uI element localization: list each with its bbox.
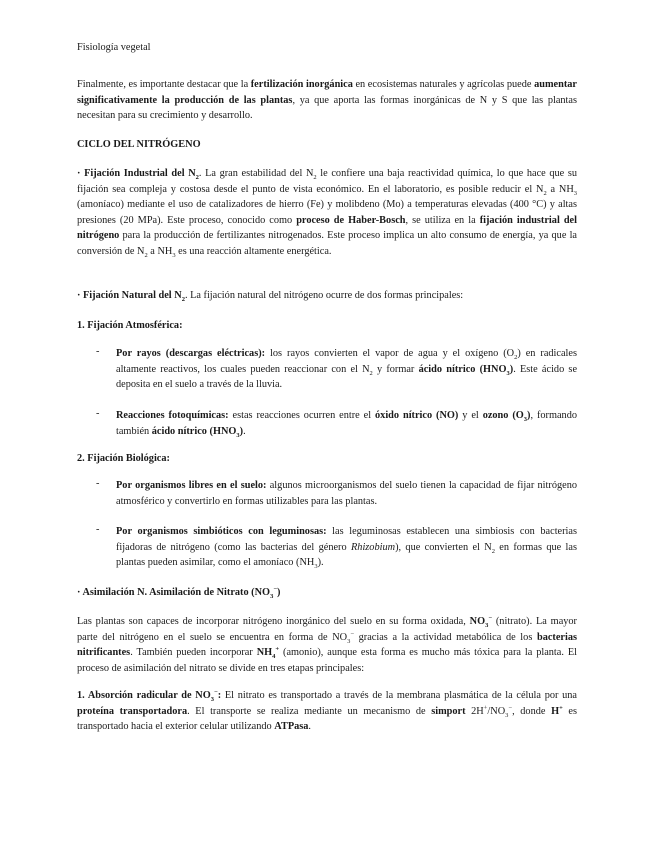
intro-paragraph: Finalmente, es importante destacar que la fertilización inorgánica en ecosistemas naturales y agrícolas puede aumentar significativamente la producción de las plantas, ya que aporta las formas inorgánicas de N y S que las plantas necesitan para su crecimiento y desarrollo. (77, 79, 577, 121)
biological-fixation-title: 2. Fijación Biológica: (77, 453, 170, 464)
dash-bullet: - (96, 346, 100, 357)
nitrate-assimilation-title: · Asimilación N. Asimilación de Nitrato $(NO_3^-)$ (77, 585, 281, 601)
nitrate-assimilation-paragraph: Las plantas son capaces de incorporar nitrógeno inorgánico del suelo en su forma oxidada, $NO_3^-$ (nitrato). La mayor parte del nitrógeno en el suelo se encuentra en forma de $NO_3^-$ gracias a la actividad metabólica de los bacterias nitrificantes. También pueden incorporar $NH_4^+$ (amonio), aunque esta forma es mucho más tóxica para la planta. El proceso de asimilación del nitrato se divide en tres etapas principales: (77, 614, 578, 674)
dash-bullet: - (96, 408, 100, 419)
symbiotic-organisms-item: Por organismos simbióticos con leguminosas: las leguminosas establecen una simbiosis con bacterias fijadoras de nitrógeno (como las bacterias del género Rhizobium), que convierten el $N_2$ en formas que las plantas pueden asimilar, como el amoníaco $(NH_3)$. (116, 526, 577, 571)
natural-fixation-paragraph: · Fijación Natural del $N_2$. La fijación natural del nitrógeno ocurre de dos formas principales: (77, 290, 464, 304)
atmospheric-fixation-title: 1. Fijación Atmosférica: (77, 320, 183, 331)
dash-bullet: - (96, 478, 100, 489)
page-header: Fisiología vegetal (77, 42, 151, 53)
industrial-fixation-paragraph: · Fijación Industrial del $N_2$. La gran estabilidad del $N_2$ le confiere una baja reactividad química, lo que hace que su fijación sea compleja y costosa desde el punto de vista económico. En el laboratorio, es posible reducir el $N_2$ a $NH_3$ (amoníaco) mediante el uso de catalizadores de hierro (Fe) y molibdeno (Mo) a temperaturas elevadas (400 °C) y altas presiones (20 MPa). Este proceso, conocido como proceso de Haber-Bosch, se utiliza en la fijación industrial del nitrógeno para la producción de fertilizantes nitrogenados. Este proceso implica un alto consumo de energía, ya que la conversión de $N_2$ a $NH_3$ es una reacción altamente energética. (77, 168, 578, 259)
lightning-item: Por rayos (descargas eléctricas): los rayos convierten el vapor de agua y el oxígeno $(O_2)$ en radicales altamente reactivos, los cuales pueden reaccionar con el $N_2$ y formar ácido nítrico $(HNO_3)$. Este ácido se deposita en el suelo a través de la lluvia. (116, 348, 578, 390)
root-absorption-paragraph: 1. Absorción radicular de $NO_3^-$: El nitrato es transportado a través de la membrana plasmática de la célula por una proteína transportadora. El transporte se realiza mediante un mecanismo de simport $2H^+/NO_3^-$, donde H+ es transportado hacia el exterior celular utilizando ATPasa. (77, 688, 577, 732)
free-organisms-item: Por organismos libres en el suelo: algunos microorganismos del suelo tienen la capacidad de fijar nitrógeno atmosférico y convertirlo en formas utilizables para las plantas. (116, 480, 577, 507)
dash-bullet: - (96, 524, 100, 535)
photochemical-item: Reacciones fotoquímicas: estas reacciones ocurren entre el óxido nítrico (NO) y el ozono $(O_3)$, formando también ácido nítrico $(HNO_3)$. (116, 410, 578, 439)
section-title: CICLO DEL NITRÓGENO (77, 139, 201, 150)
